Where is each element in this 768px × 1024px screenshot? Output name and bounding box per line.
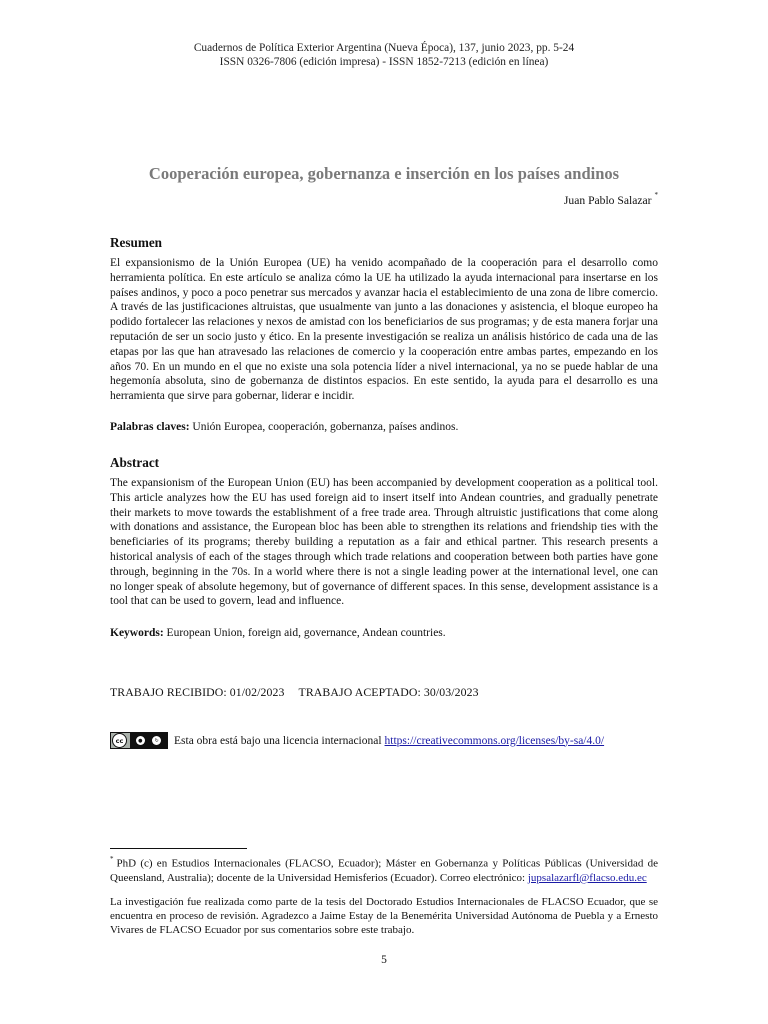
resumen-body: El expansionismo de la Unión Europea (UE) ha venido acompañado de la cooperación para el desarrollo como herramienta política. En este artículo se analiza cómo la UE ha utilizado la ayuda internacional para insertarse en los países andinos, y poco a poco penetrar sus mercados y avanzar hacia el establecimiento de una zona de libre comercio. A través de las justificaciones altruistas, que usualmente van junto a las donaciones y asistencia, el bloque europeo ha podido fortalecer las relaciones y nexos de amistad con los beneficiarios de sus programas; y de esta manera forjar una reputación de ser un socio justo y ético. En la presente investigación se realiza un análisis histórico de cada una de las etapas por las que han atravesado las relaciones de comercio y la cooperación entre ambas partes, empezando en los años 70. En un mundo en el que no existe una sola potencia líder a nivel internacional, ya no se puede hablar de una hegemonía absoluta, sino de gobernanza de distintos espacios. En este sentido, la ayuda para el desarrollo es una herramienta que sirve para gobernar, liderar e incidir. [110,257,658,403]
share-alike-icon: ↻ [152,736,161,745]
footnote-divider [110,848,247,849]
palabras-claves-label: Palabras claves: [110,421,190,433]
accepted-date: TRABAJO ACEPTADO: 30/03/2023 [298,685,479,699]
abstract-body: The expansionism of the European Union (EU) has been accompanied by development cooperation as a political tool. This article analyzes how the EU has used foreign aid to insert itself into Andean countries, and gradually penetrate their markets to move towards the establishment of a free trade area. Through altruistic justifications that come along with donations and assistance, the European bloc has been able to strengthen its relations and friendship ties with the beneficiaries of its programs; thereby building a reputation as a fair and ethical partner. This research presents a historical analysis of each of the stages through which trade relations and cooperation between both parties have gone through, beginning in the 70s. In a world where there is not a single leading power at the international level, one can no longer speak of absolute hegemony, but of governance of different spaces. In this sense, development assistance is a tool that can be used to govern, lead and influence. [110,477,659,608]
author-footnote-mark: * [654,191,658,199]
attribution-icon: ● [136,736,145,745]
author-name: Juan Pablo Salazar [563,193,652,207]
palabras-claves-text: Unión Europea, cooperación, gobernanza, países andinos. [192,421,459,433]
submission-dates [110,685,479,700]
author-email-link[interactable]: jupsalazarfl@flacso.edu.ec [527,871,647,884]
cc-logo-icon: cc [112,733,127,748]
journal-header [0,42,768,69]
article-title: Cooperación europea, gobernanza e inserción en los países andinos [148,164,620,183]
keywords [110,626,658,641]
cc-by-sa-badge-icon[interactable] [110,732,168,749]
keywords-label: Keywords: [110,627,164,639]
footnote-mark: * [110,855,114,863]
license-link[interactable]: https://creativecommons.org/licenses/by-sa/4.0/ [384,734,605,747]
journal-citation: Cuadernos de Política Exterior Argentina (Nueva Época), 137, junio 2023, pp. 5-24 [193,42,575,54]
keywords-text: European Union, foreign aid, governance, Andean countries. [166,627,446,639]
license-line [110,732,604,749]
journal-issn: ISSN 0326-7806 (edición impresa) - ISSN 1852-7213 (edición en línea) [219,55,549,68]
abstract-heading: Abstract [110,455,160,470]
author-line [564,193,658,207]
palabras-claves [110,420,658,435]
page-number: 5 [381,954,387,966]
license-text: Esta obra está bajo una licencia internacional [174,734,382,747]
footnote-author-text: PhD (c) en Estudios Internacionales (FLACSO, Ecuador); Máster en Gobernanza y Políticas Públicas (Universidad de Queensland, Australia); docente de la Universidad Hemisferios (Ecuador). Correo electrónico: [110,857,658,884]
footnote-author [110,853,658,885]
license-badge-bar [130,733,167,748]
received-date: TRABAJO RECIBIDO: 01/02/2023 [110,685,285,699]
footnote-acknowledgement: La investigación fue realizada como parte de la tesis del Doctorado Estudios Internacionales de FLACSO Ecuador, que se encuentra en proceso de revisión. Agradezco a Jaime Estay de la Benemérita Universidad Autónoma de Puebla y a Ernesto Vivares de FLACSO Ecuador por sus comentarios sobre este trabajo. [110,896,658,937]
resumen-heading: Resumen [110,235,163,250]
